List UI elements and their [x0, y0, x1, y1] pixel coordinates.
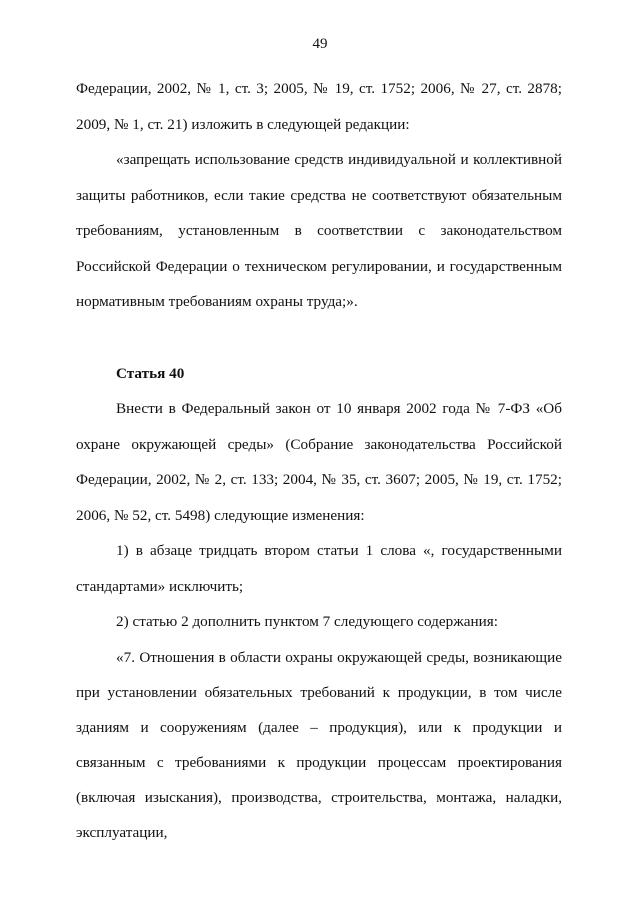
- paragraph-article-intro: Внести в Федеральный закон от 10 января 2002 года № 7-ФЗ «Об охране окружающей среды» (Собрание законодательства Российской Федерации, 2002, № 2, ст. 133; 2004, № 35, ст. 3607; 2005, № 19, ст. 1752; 2006, № 52, ст. 5498) следующие изменения:: [76, 400, 562, 524]
- paragraph-item-2: 2) статью 2 дополнить пунктом 7 следующего содержания:: [116, 613, 498, 630]
- paragraph-citation-continuation: Федерации, 2002, № 1, ст. 3; 2005, № 19, ст. 1752; 2006, № 27, ст. 2878; 2009, № 1, ст. 21) изложить в следующей редакции:: [76, 80, 562, 133]
- paragraph-item-1: 1) в абзаце тридцать втором статьи 1 слова «, государственными стандартами» исключить;: [76, 542, 562, 595]
- paragraph-quoted-item-7: «7. Отношения в области охраны окружающей среды, возникающие при установлении обязательных требований к продукции, в том числе зданиям и сооружениям (далее – продукция), или к продукции и связанным с требованиями к продукции процессам проектирования (включая изыскания), производства, строительства, монтажа, наладки, эксплуатации,: [76, 648, 562, 841]
- article-heading: Статья 40: [116, 364, 185, 382]
- document-body: [76, 71, 562, 850]
- section-spacer: [76, 320, 562, 356]
- page-number: 49: [312, 36, 328, 52]
- paragraph-quoted-amendment: «запрещать использование средств индивидуальной и коллективной защиты работников, если такие средства не соответствуют обязательным требованиям, установленным в соответствии с законодательством Российской Федерации о техническом регулировании, и государственным нормативным требованиям охраны труда;».: [76, 151, 562, 310]
